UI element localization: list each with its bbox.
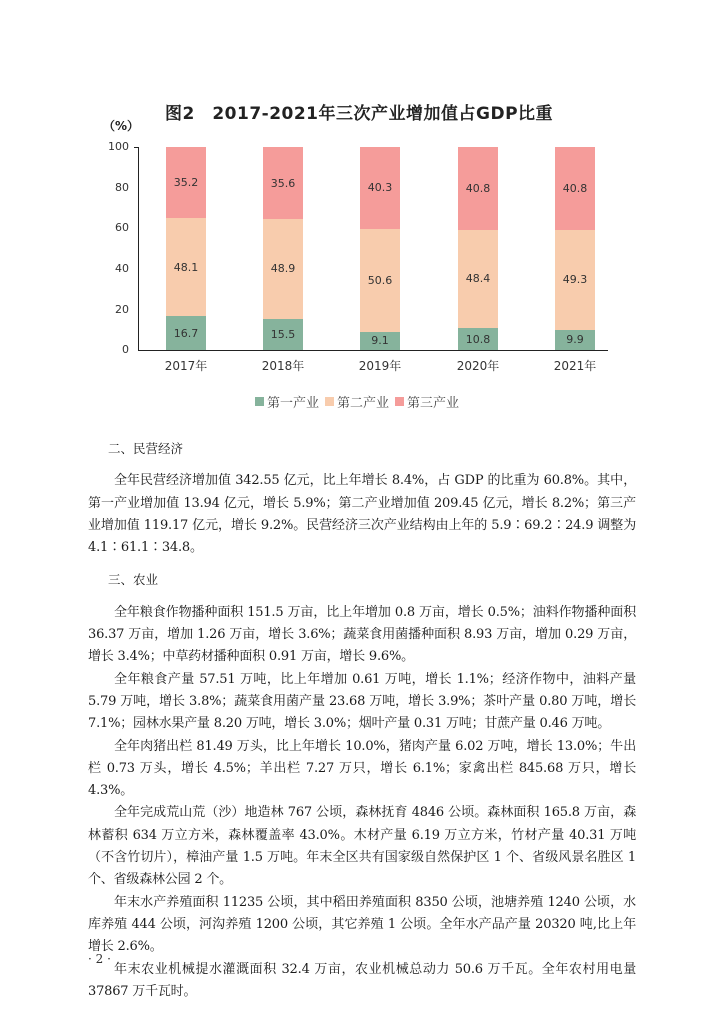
bar-segment-tertiary: 35.2 — [166, 147, 206, 218]
bar-segment-tertiary: 40.8 — [555, 147, 595, 230]
bar-segment-tertiary: 40.8 — [458, 147, 498, 230]
x-label: 2020年 — [456, 359, 500, 373]
legend-label: 第三产业 — [407, 396, 460, 411]
page-number: · 2 · — [88, 952, 111, 966]
y-tick: 40 — [115, 262, 129, 275]
legend-swatch-secondary — [325, 397, 334, 406]
y-tick: 60 — [115, 221, 129, 234]
legend-label: 第二产业 — [337, 396, 390, 411]
stacked-bar-chart — [95, 95, 635, 425]
bar-segment-primary: 15.5 — [263, 319, 303, 350]
bar-segment-primary: 9.9 — [555, 330, 595, 350]
paragraph: 全年粮食作物播种面积 151.5 万亩，比上年增加 0.8 万亩，增长 0.5%；油料作物播种面积 36.37 万亩，增加 1.26 万亩，增长 3.6%；蔬菜食用菌播种面积 8.93 万亩，增加 0.29 万亩，增长 3.4%；中草药材播种面积 0.91 万亩，增长 9.6%。 — [88, 604, 636, 665]
bar-segment-secondary: 48.4 — [458, 230, 498, 328]
bar-segment-primary: 9.1 — [360, 332, 400, 350]
legend-swatch-tertiary — [395, 397, 404, 406]
paragraph: 全年肉猪出栏 81.49 万头，比上年增长 10.0%，猪肉产量 6.02 万吨，增长 13.0%；牛出栏 0.73 万头，增长 4.5%；羊出栏 7.27 万只，增长 6.1%；家禽出栏 845.68 万只，增长 4.3%。 — [88, 738, 636, 799]
y-axis — [138, 147, 139, 351]
paragraph: 年末农业机械提水灌溉面积 32.4 万亩，农业机械总动力 50.6 万千瓦。全年农村用电量 37867 万千瓦时。 — [88, 961, 636, 999]
paragraph: 全年粮食产量 57.51 万吨，比上年增加 0.61 万吨，增长 1.1%；经济作物中，油料产量 5.79 万吨，增长 3.8%；蔬菜食用菌产量 23.68 万吨，增长 3.9%；茶叶产量 0.80 万吨，增长 7.1%；园林水果产量 8.20 万吨，增长 3.0%；烟叶产量 0.31 万吨；甘蔗产量 0.46 万吨。 — [88, 671, 636, 732]
x-label: 2018年 — [261, 359, 305, 373]
x-label: 2021年 — [553, 359, 597, 373]
bar-segment-tertiary: 35.6 — [263, 147, 303, 219]
legend-swatch-primary — [255, 397, 264, 406]
x-axis — [138, 350, 608, 351]
bar-segment-secondary: 48.9 — [263, 219, 303, 318]
legend-item-secondary — [325, 392, 389, 411]
y-tick: 20 — [115, 303, 129, 316]
x-label: 2017年 — [164, 359, 208, 373]
legend-label: 第一产业 — [267, 396, 320, 411]
y-tick: 0 — [122, 343, 129, 356]
section-heading: 三、农业 — [108, 572, 159, 588]
chart-title: 图2 2017-2021年三次产业增加值占GDP比重 — [165, 104, 554, 124]
document-body — [88, 438, 636, 1003]
section-heading: 二、民营经济 — [108, 441, 184, 456]
paragraph: 年末水产养殖面积 11235 公顷，其中稻田养殖面积 8350 公顷，池塘养殖 1240 公顷，水库养殖 444 公顷，河沟养殖 1200 公顷，其它养殖 1 公顷。全年水产品产量 20320 吨,比上年增长 2.6%。 — [88, 894, 636, 955]
paragraph: 全年完成荒山荒（沙）地造林 767 公顷，森林抚育 4846 公顷。森林面积 165.8 万亩，森林蓄积 634 万立方米，森林覆盖率 43.0%。木材产量 6.19 万立方米，竹材产量 40.31 万吨（不含竹切片），樟油产量 1.5 万吨。年末全区共有国家级自然保护区 1 个、省级风景名胜区 1 个、省级森林公园 2 个。 — [88, 805, 636, 888]
chart-legend — [255, 392, 459, 411]
bar-segment-primary: 10.8 — [458, 328, 498, 350]
legend-item-primary — [255, 392, 319, 411]
bar-segment-primary: 16.7 — [166, 316, 206, 350]
bar-segment-tertiary: 40.3 — [360, 147, 400, 229]
x-label: 2019年 — [358, 359, 402, 373]
bar-segment-secondary: 49.3 — [555, 230, 595, 330]
bar-segment-secondary: 50.6 — [360, 229, 400, 332]
bar-segment-secondary: 48.1 — [166, 218, 206, 316]
y-axis-unit: （%） — [103, 119, 140, 133]
y-tick: 80 — [115, 181, 129, 194]
paragraph: 全年民营经济增加值 342.55 亿元，比上年增长 8.4%，占 GDP 的比重为 60.8%。其中，第一产业增加值 13.94 亿元，增长 5.9%；第二产业增加值 209.45 亿元，增长 8.2%；第三产业增加值 119.17 亿元，增长 9.2%。民营经济三次产业结构由上年的 5.9∶69.2∶24.9 调整为 4.1∶61.1∶34.8。 — [88, 473, 636, 556]
y-tick: 100 — [108, 140, 129, 153]
legend-item-tertiary — [395, 392, 459, 411]
